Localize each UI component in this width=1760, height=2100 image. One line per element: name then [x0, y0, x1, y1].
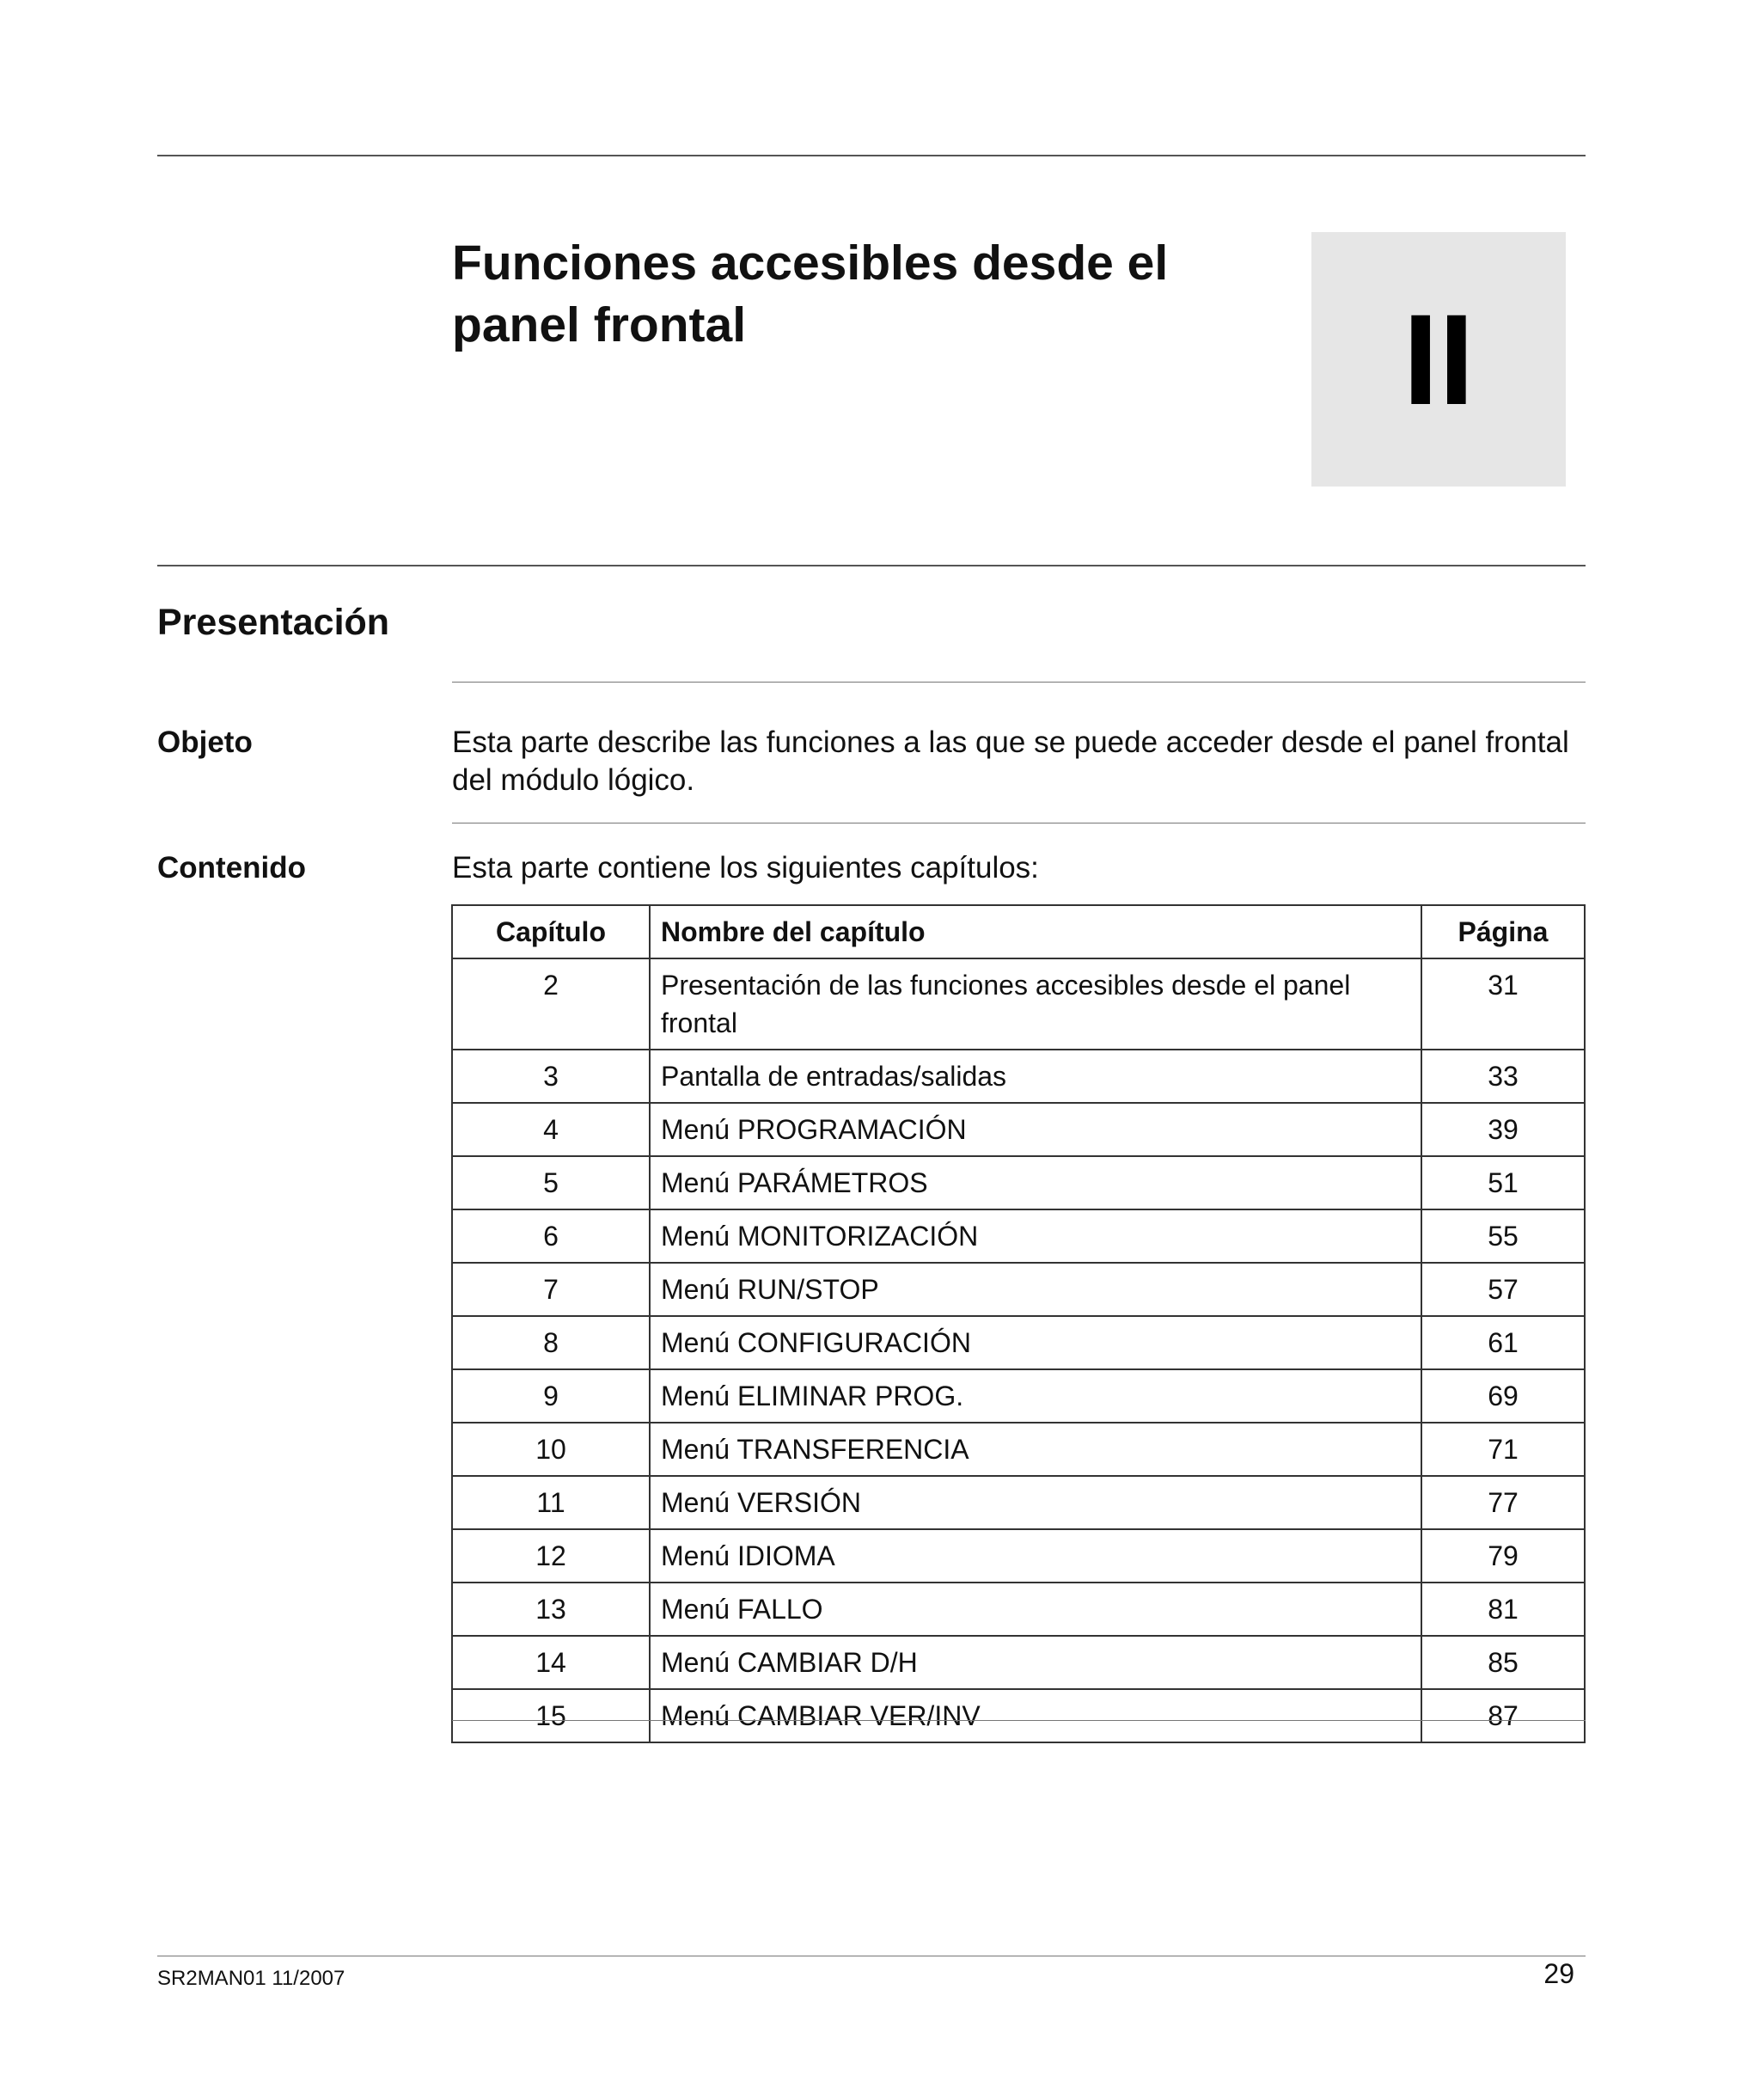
chapter-page: 39	[1421, 1103, 1585, 1156]
objeto-text-line-2: del módulo lógico.	[452, 763, 695, 797]
chapter-page: 79	[1421, 1529, 1585, 1583]
chapter-name: Pantalla de entradas/salidas	[650, 1050, 1421, 1103]
top-rule	[157, 155, 1586, 156]
chapter-name: Menú FALLO	[650, 1583, 1421, 1636]
chapter-name: Menú CAMBIAR VER/INV	[650, 1689, 1421, 1742]
page-title	[452, 232, 1208, 356]
chapter-number: 13	[452, 1583, 650, 1636]
table-row	[452, 1209, 1585, 1263]
chapter-number: 7	[452, 1263, 650, 1316]
table-row	[452, 1636, 1585, 1689]
footer-doc-ref: SR2MAN01 11/2007	[157, 1967, 345, 1990]
chapter-number: 12	[452, 1529, 650, 1583]
chapter-page: 61	[1421, 1316, 1585, 1369]
table-row	[452, 958, 1585, 1050]
chapter-number: 15	[452, 1689, 650, 1742]
chapter-name: Menú CONFIGURACIÓN	[650, 1316, 1421, 1369]
chapter-page: 71	[1421, 1423, 1585, 1476]
chapter-name: Menú MONITORIZACIÓN	[650, 1209, 1421, 1263]
table-row	[452, 1369, 1585, 1423]
chapter-page: 85	[1421, 1636, 1585, 1689]
objeto-label: Objeto	[157, 726, 253, 759]
table-row	[452, 1316, 1585, 1369]
chapter-page: 69	[1421, 1369, 1585, 1423]
chapter-number: 9	[452, 1369, 650, 1423]
table-row	[452, 1156, 1585, 1209]
chapter-page: 81	[1421, 1583, 1585, 1636]
chapter-page: 77	[1421, 1476, 1585, 1529]
chapter-number: 8	[452, 1316, 650, 1369]
chapter-name	[650, 958, 1421, 1050]
chapter-number: 2	[452, 958, 650, 1050]
table-row	[452, 1529, 1585, 1583]
chapter-page: 51	[1421, 1156, 1585, 1209]
chapter-name: Menú ELIMINAR PROG.	[650, 1369, 1421, 1423]
table-row	[452, 1050, 1585, 1103]
chapter-name: Menú IDIOMA	[650, 1529, 1421, 1583]
chapter-page: 87	[1421, 1689, 1585, 1742]
table-row	[452, 1423, 1585, 1476]
footer-page-number: 29	[1543, 1958, 1574, 1989]
chapter-page: 33	[1421, 1050, 1585, 1103]
chapter-number: 10	[452, 1423, 650, 1476]
chapter-number: 14	[452, 1636, 650, 1689]
section-rule	[157, 565, 1586, 566]
chapter-name: Menú VERSIÓN	[650, 1476, 1421, 1529]
table-row	[452, 1476, 1585, 1529]
table-row	[452, 1689, 1585, 1742]
chapter-number: 11	[452, 1476, 650, 1529]
chapter-number: 4	[452, 1103, 650, 1156]
chapter-page: 31	[1421, 958, 1585, 1050]
chapter-name: Menú TRANSFERENCIA	[650, 1423, 1421, 1476]
chapter-name: Menú RUN/STOP	[650, 1263, 1421, 1316]
objeto-text-line-1: Esta parte describe las funciones a las que se puede acceder desde el panel frontal	[452, 726, 1569, 759]
table-bottom-rule	[452, 1720, 1586, 1721]
part-number-box	[1311, 232, 1566, 487]
chapter-name: Menú PROGRAMACIÓN	[650, 1103, 1421, 1156]
chapters-table	[451, 904, 1586, 1743]
table-row	[452, 1103, 1585, 1156]
part-number: II	[1402, 287, 1475, 432]
header-chapter-name: Nombre del capítulo	[650, 905, 1421, 958]
header-chapter: Capítulo	[452, 905, 650, 958]
chapter-page: 55	[1421, 1209, 1585, 1263]
chapter-page: 57	[1421, 1263, 1585, 1316]
objeto-rule	[452, 682, 1586, 683]
table-row	[452, 1263, 1585, 1316]
chapter-name-line-2: frontal	[661, 1007, 737, 1038]
objeto-text	[452, 724, 1586, 799]
chapter-name: Menú CAMBIAR D/H	[650, 1636, 1421, 1689]
contenido-label: Contenido	[157, 851, 307, 885]
chapter-number: 5	[452, 1156, 650, 1209]
chapter-number: 6	[452, 1209, 650, 1263]
table-header-row	[452, 905, 1585, 958]
chapter-name-line-1: Presentación de las funciones accesibles desde el panel	[661, 970, 1351, 1001]
table-row	[452, 1583, 1585, 1636]
title-line-2: panel frontal	[452, 297, 747, 352]
chapter-name: Menú PARÁMETROS	[650, 1156, 1421, 1209]
contenido-intro: Esta parte contiene los siguientes capítulos:	[452, 851, 1039, 885]
header-page: Página	[1421, 905, 1585, 958]
chapter-number: 3	[452, 1050, 650, 1103]
title-line-1: Funciones accesibles desde el	[452, 236, 1169, 291]
section-title: Presentación	[157, 602, 390, 643]
